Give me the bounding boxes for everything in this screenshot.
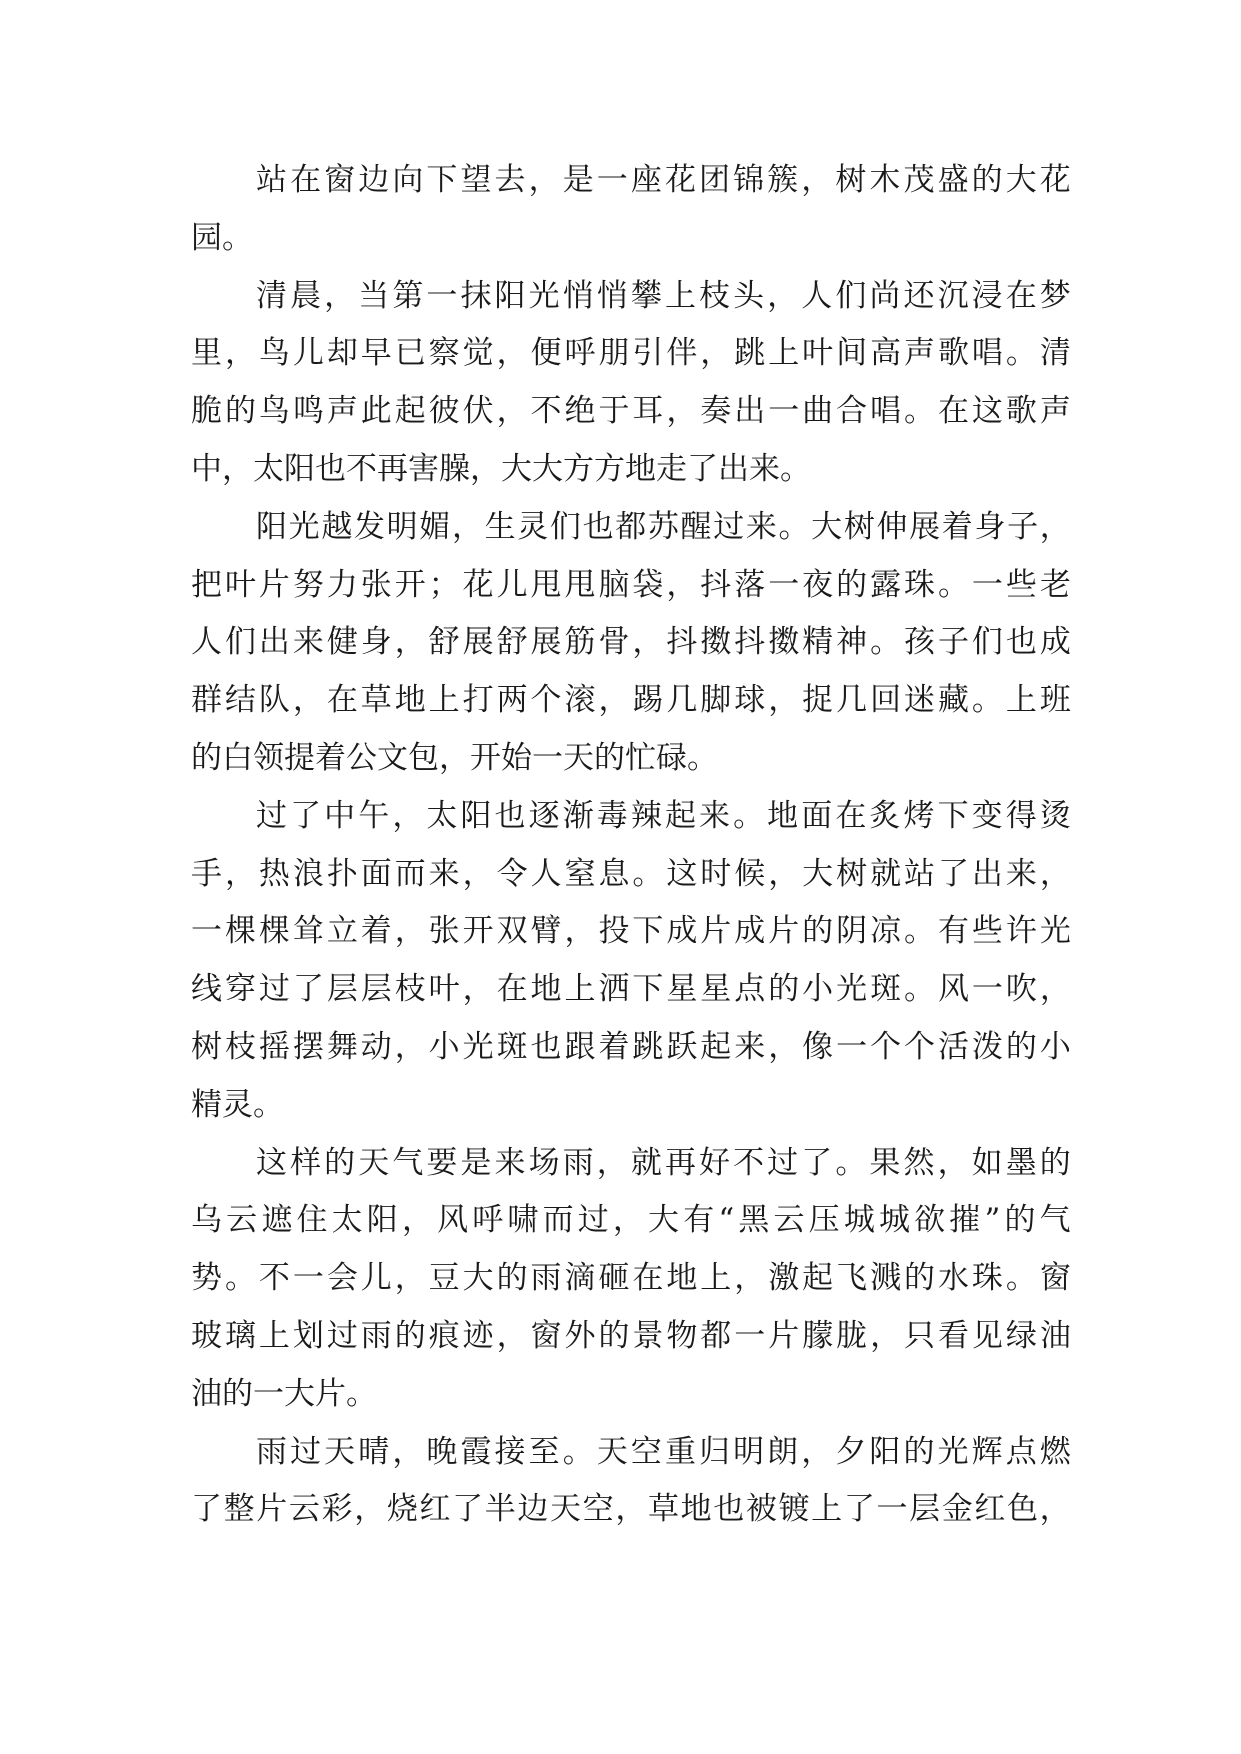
paragraph	[191, 1135, 1071, 1424]
text-line: 树 枝 摇 摆 舞 动 ， 小 光 斑 也 跟 着 跳 跃 起 来 ， 像 一 个 个 活 泼 的 小	[191, 1028, 1071, 1065]
text-line: 精灵。	[191, 1086, 284, 1123]
text-line: 玻 璃 上 划 过 雨 的 痕 迹 ， 窗 外 的 景 物 都 一 片 朦 胧 ， 只 看 见 绿 油	[191, 1317, 1071, 1354]
text-line: 乌 云 遮 住 太 阳 ， 风 呼 啸 而 过 ， 大 有 “ 黑 云 压 城 城 欲 摧 ” 的 气	[191, 1202, 1071, 1239]
text-line: 园。	[191, 219, 253, 256]
text-line: 阳 光 越 发 明 媚 ， 生 灵 们 也 都 苏 醒 过 来 。 大 树 伸 展 着 身 子 ，	[256, 508, 1071, 545]
text-line: 里 ， 鸟 儿 却 早 已 察 觉 ， 便 呼 朋 引 伴 ， 跳 上 叶 间 高 声 歌 唱 。 清	[191, 335, 1071, 372]
text-line: 这 样 的 天 气 要 是 来 场 雨 ， 就 再 好 不 过 了 。 果 然 ， 如 墨 的	[256, 1144, 1071, 1181]
text-line: 脆 的 鸟 鸣 声 此 起 彼 伏 ， 不 绝 于 耳 ， 奏 出 一 曲 合 唱 。 在 这 歌 声	[191, 393, 1071, 430]
paragraph	[191, 268, 1071, 499]
text-line: 人 们 出 来 健 身 ， 舒 展 舒 展 筋 骨 ， 抖 擞 抖 擞 精 神 。 孩 子 们 也 成	[191, 624, 1071, 661]
text-line: 的白领提着公文包，开始一天的忙碌。	[191, 739, 718, 776]
paragraph	[191, 1424, 1071, 1540]
text-line: 一 棵 棵 耸 立 着 ， 张 开 双 臂 ， 投 下 成 片 成 片 的 阴 凉 。 有 些 许 光	[191, 913, 1071, 950]
text-line: 把 叶 片 努 力 张 开 ； 花 儿 甩 甩 脑 袋 ， 抖 落 一 夜 的 露 珠 。 一 些 老	[191, 566, 1071, 603]
text-line: 站 在 窗 边 向 下 望 去 ， 是 一 座 花 团 锦 簇 ， 树 木 茂 盛 的 大 花	[256, 162, 1071, 198]
text-line: 中，太阳也不再害臊，大大方方地走了出来。	[191, 450, 811, 487]
paragraph	[191, 152, 1071, 268]
text-line: 油的一大片。	[191, 1375, 377, 1412]
text-line: 清 晨 ， 当 第 一 抹 阳 光 悄 悄 攀 上 枝 头 ， 人 们 尚 还 沉 浸 在 梦	[256, 277, 1071, 314]
text-line: 群 结 队 ， 在 草 地 上 打 两 个 滚 ， 踢 几 脚 球 ， 捉 几 回 迷 藏 。 上 班	[191, 682, 1071, 719]
text-line: 线 穿 过 了 层 层 枝 叶 ， 在 地 上 洒 下 星 星 点 的 小 光 斑 。 风 一 吹 ，	[191, 971, 1071, 1008]
text-line: 势 。 不 一 会 儿 ， 豆 大 的 雨 滴 砸 在 地 上 ， 激 起 飞 溅 的 水 珠 。 窗	[191, 1260, 1071, 1297]
text-line: 了 整 片 云 彩 ， 烧 红 了 半 边 天 空 ， 草 地 也 被 镀 上 了 一 层 金 红 色 ，	[191, 1491, 1071, 1528]
text-line: 手 ， 热 浪 扑 面 而 来 ， 令 人 窒 息 。 这 时 候 ， 大 树 就 站 了 出 来 ，	[191, 855, 1071, 892]
paragraph	[191, 788, 1071, 1135]
paragraph	[191, 499, 1071, 788]
essay-body	[191, 152, 1071, 1539]
text-line: 过 了 中 午 ， 太 阳 也 逐 渐 毒 辣 起 来 。 地 面 在 炙 烤 下 变 得 烫	[256, 797, 1071, 834]
text-line: 雨 过 天 晴 ， 晚 霞 接 至 。 天 空 重 归 明 朗 ， 夕 阳 的 光 辉 点 燃	[256, 1433, 1071, 1470]
